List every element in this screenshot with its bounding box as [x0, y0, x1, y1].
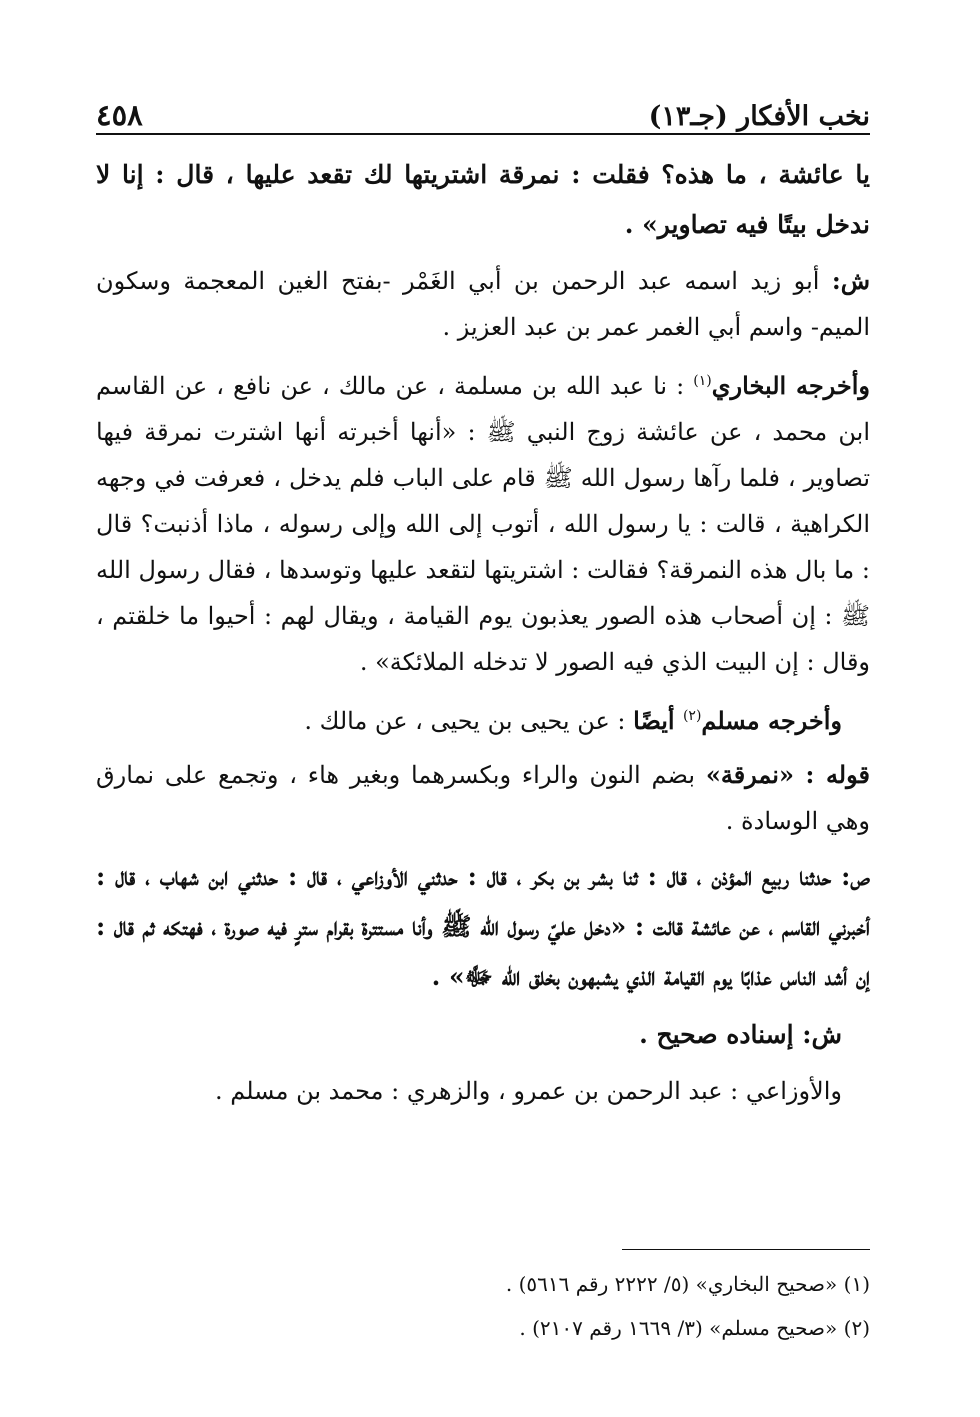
paragraph-4-text: : عن يحيى بن يحيى ، عن مالك .	[304, 707, 634, 735]
muslim-label: وأخرجه مسلم	[701, 706, 842, 735]
qawluhu-label: قوله : «نمرقة»	[705, 760, 870, 789]
footnote-1: (١) «صحيح البخاري» (٥/ ٢٢٢٢ رقم ٥٦١٦) .	[505, 1272, 870, 1296]
paragraph-2	[96, 258, 870, 350]
page-body	[96, 150, 870, 1114]
paragraph-8: والأوزاعي : عبد الرحمن بن عمرو ، والزهري : محمد بن مسلم .	[215, 1077, 842, 1105]
footnote-ref-2: (٢)	[682, 708, 702, 724]
paragraph-3-text: : نا عبد الله بن مسلمة ، عن مالك ، عن نافع ، عن القاسم ابن محمد ، عن عائشة زوج النبي ﷺ : «أنها أخبرته أنها اشترت نمرقة فيها تصاوير ، فلما رآها رسول الله ﷺ قام على الباب فلم يدخل ، فعرفت في وجهه الكراهية ، قالت : يا رسول الله ، أتوب إلى الله وإلى رسوله ، ماذا أذنبت؟ قال : ما بال هذه النمرقة؟ فقالت : اشتريتها لتقعد عليها وتوسدها ، فقال رسول الله ﷺ : إن أصحاب هذه الصور يعذبون يوم القيامة ، ويقال لهم : أحيوا ما خلقتم ، وقال : إن البيت الذي فيه الصور لا تدخله الملائكة» .	[96, 372, 870, 676]
page-header	[96, 82, 870, 132]
page-number: ٤٥٨	[96, 98, 143, 132]
paragraph-5-text: بضم النون والراء وبكسرهما وبغير هاء ، وتجمع على نمارق وهي الوسادة .	[96, 761, 870, 835]
paragraph-4	[96, 693, 870, 744]
paragraph-2-text: أبو زيد اسمه عبد الرحمن بن أبي الغَمْر -بفتح الغين المعجمة وسكون الميم- واسم أبي الغمر عمر بن عبد العزيز .	[96, 267, 870, 341]
footnote-2: (٢) «صحيح مسلم» (٣/ ١٦٦٩ رقم ٢١٠٧) .	[519, 1316, 870, 1340]
header-rule	[96, 133, 870, 135]
running-title: نخب الأفكار (جـ١٣)	[648, 101, 870, 132]
footnote-ref-1: (١)	[693, 373, 712, 389]
paragraph-5	[96, 752, 870, 844]
footnotes	[96, 1262, 870, 1350]
paragraph-7: ش: إسناده صحيح .	[639, 1020, 842, 1049]
footnote-separator	[622, 1249, 870, 1250]
bukhari-label: وأخرجه البخاري	[711, 371, 870, 400]
sharh-label: ش:	[831, 266, 870, 295]
aydan-label: أيضًا	[633, 706, 683, 735]
paragraph-3	[96, 358, 870, 685]
paragraph-6: ص: حدثنا ربيع المؤذن ، قال : ثنا بشر بن بكر ، قال : حدثني الأوزاعي ، قال : حدثني ابن شهاب ، قال : أخبرني القاسم ، عن عائشة قالت : «دخل عليّ رسول الله ﷺ وأنا مستترة بقرام سترٍ فيه صورة ، فهتكه ثم قال : إن أشد الناس عذابًا يوم القيامة الذي يشبهون بخلق الله ﷻ» .	[96, 862, 870, 991]
paragraph-1: يا عائشة ، ما هذه؟ فقلت : نمرقة اشتريتها لك تقعد عليها ، قال : إنا لا ندخل بيتًا فيه تصاوير» .	[96, 160, 870, 239]
